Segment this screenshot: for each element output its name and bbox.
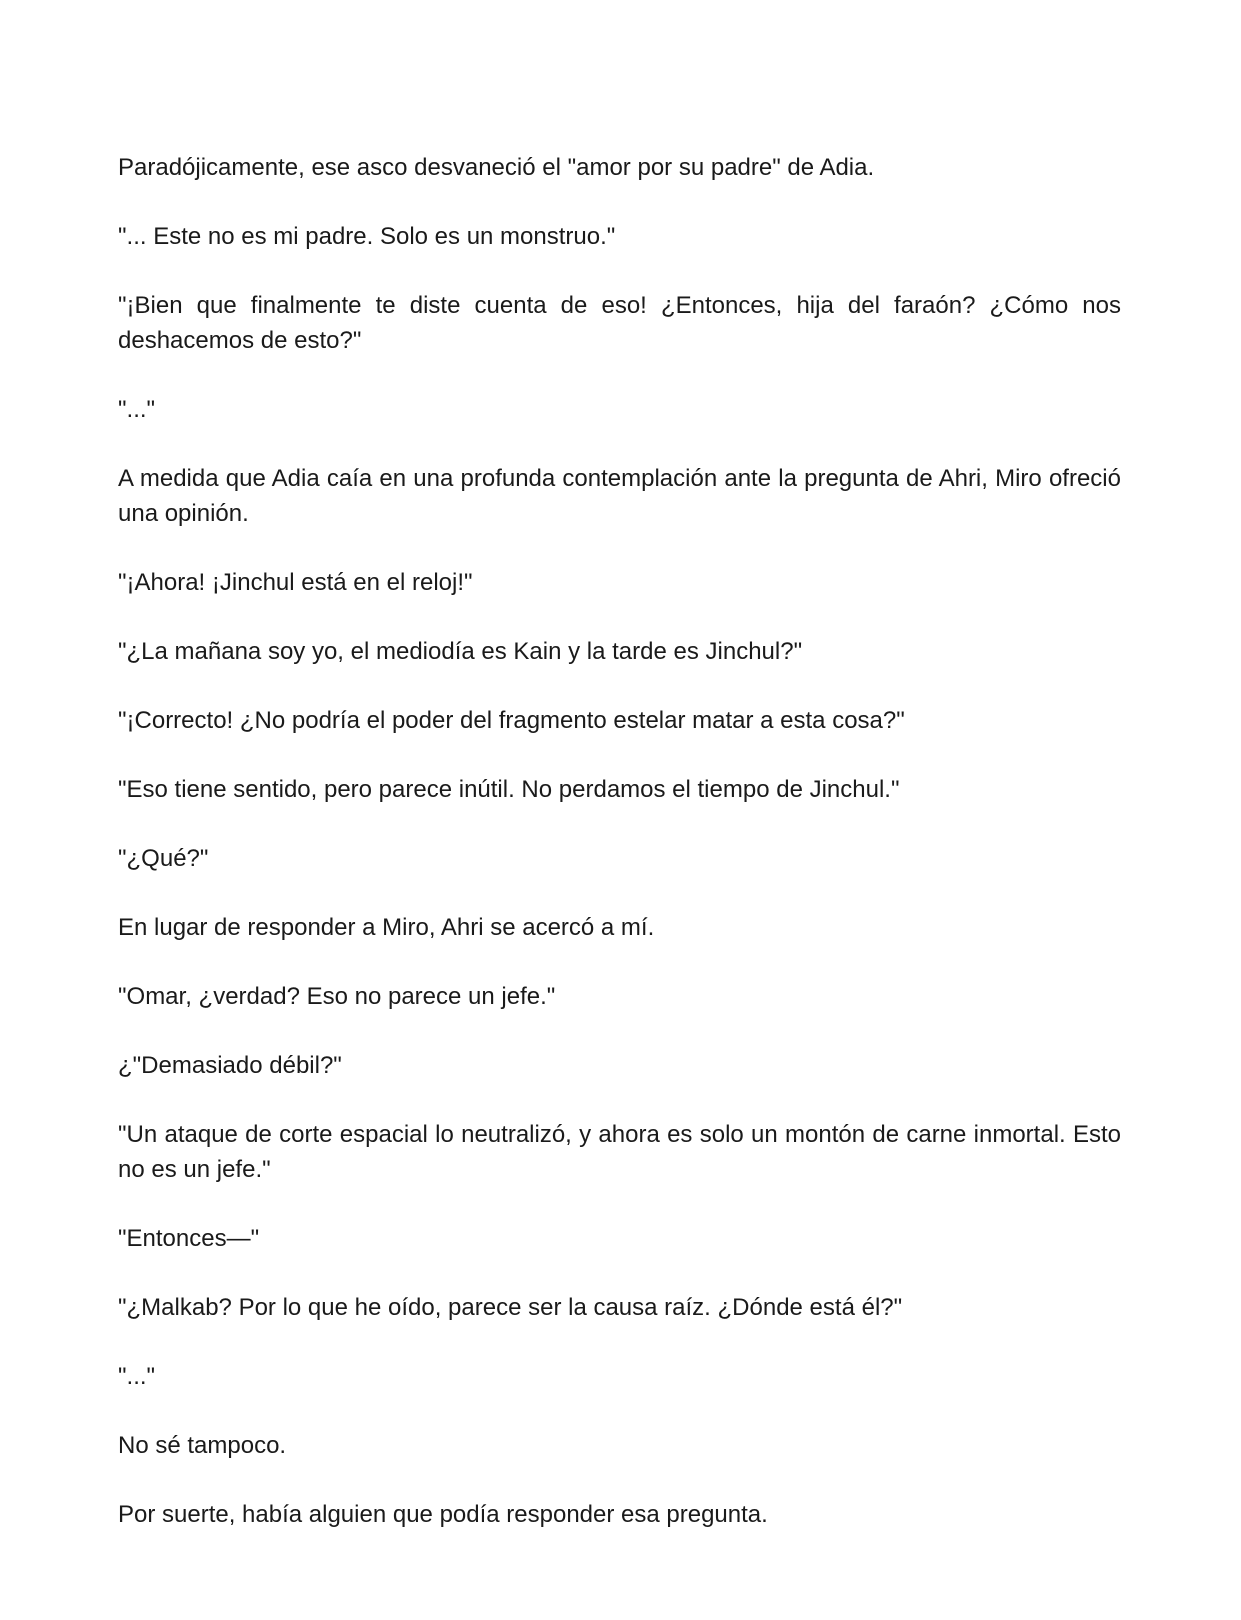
paragraph: "Omar, ¿verdad? Eso no parece un jefe." [118,983,556,1010]
paragraph: "... Este no es mi padre. Solo es un monstruo." [118,223,616,250]
paragraph: "..." [118,1363,156,1390]
paragraph: En lugar de responder a Miro, Ahri se acercó a mí. [118,914,655,941]
paragraph: Paradójicamente, ese asco desvaneció el "amor por su padre" de Adia. [118,154,875,181]
paragraph: "¡Correcto! ¿No podría el poder del fragmento estelar matar a esta cosa?" [118,707,905,734]
paragraph: "¡Bien que finalmente te diste cuenta de eso! ¿Entonces, hija del faraón? ¿Cómo nos deshacemos de esto?" [118,292,1121,354]
paragraph: "Un ataque de corte espacial lo neutralizó, y ahora es solo un montón de carne inmortal. Esto no es un jefe." [118,1121,1121,1183]
paragraph: "¿Malkab? Por lo que he oído, parece ser la causa raíz. ¿Dónde está él?" [118,1294,903,1321]
paragraph: "¿Qué?" [118,845,209,872]
paragraph: "..." [118,396,156,423]
paragraph: "¿La mañana soy yo, el mediodía es Kain y la tarde es Jinchul?" [118,638,803,665]
paragraph: ¿"Demasiado débil?" [118,1052,342,1079]
paragraph: "Eso tiene sentido, pero parece inútil. No perdamos el tiempo de Jinchul." [118,776,900,803]
paragraph: A medida que Adia caía en una profunda contemplación ante la pregunta de Ahri, Miro ofreció una opinión. [118,465,1121,527]
paragraph: "¡Ahora! ¡Jinchul está en el reloj!" [118,569,473,596]
document-page [118,150,1121,1566]
paragraph: "Entonces—" [118,1225,260,1252]
paragraph: Por suerte, había alguien que podía responder esa pregunta. [118,1501,768,1528]
paragraph: No sé tampoco. [118,1432,287,1459]
